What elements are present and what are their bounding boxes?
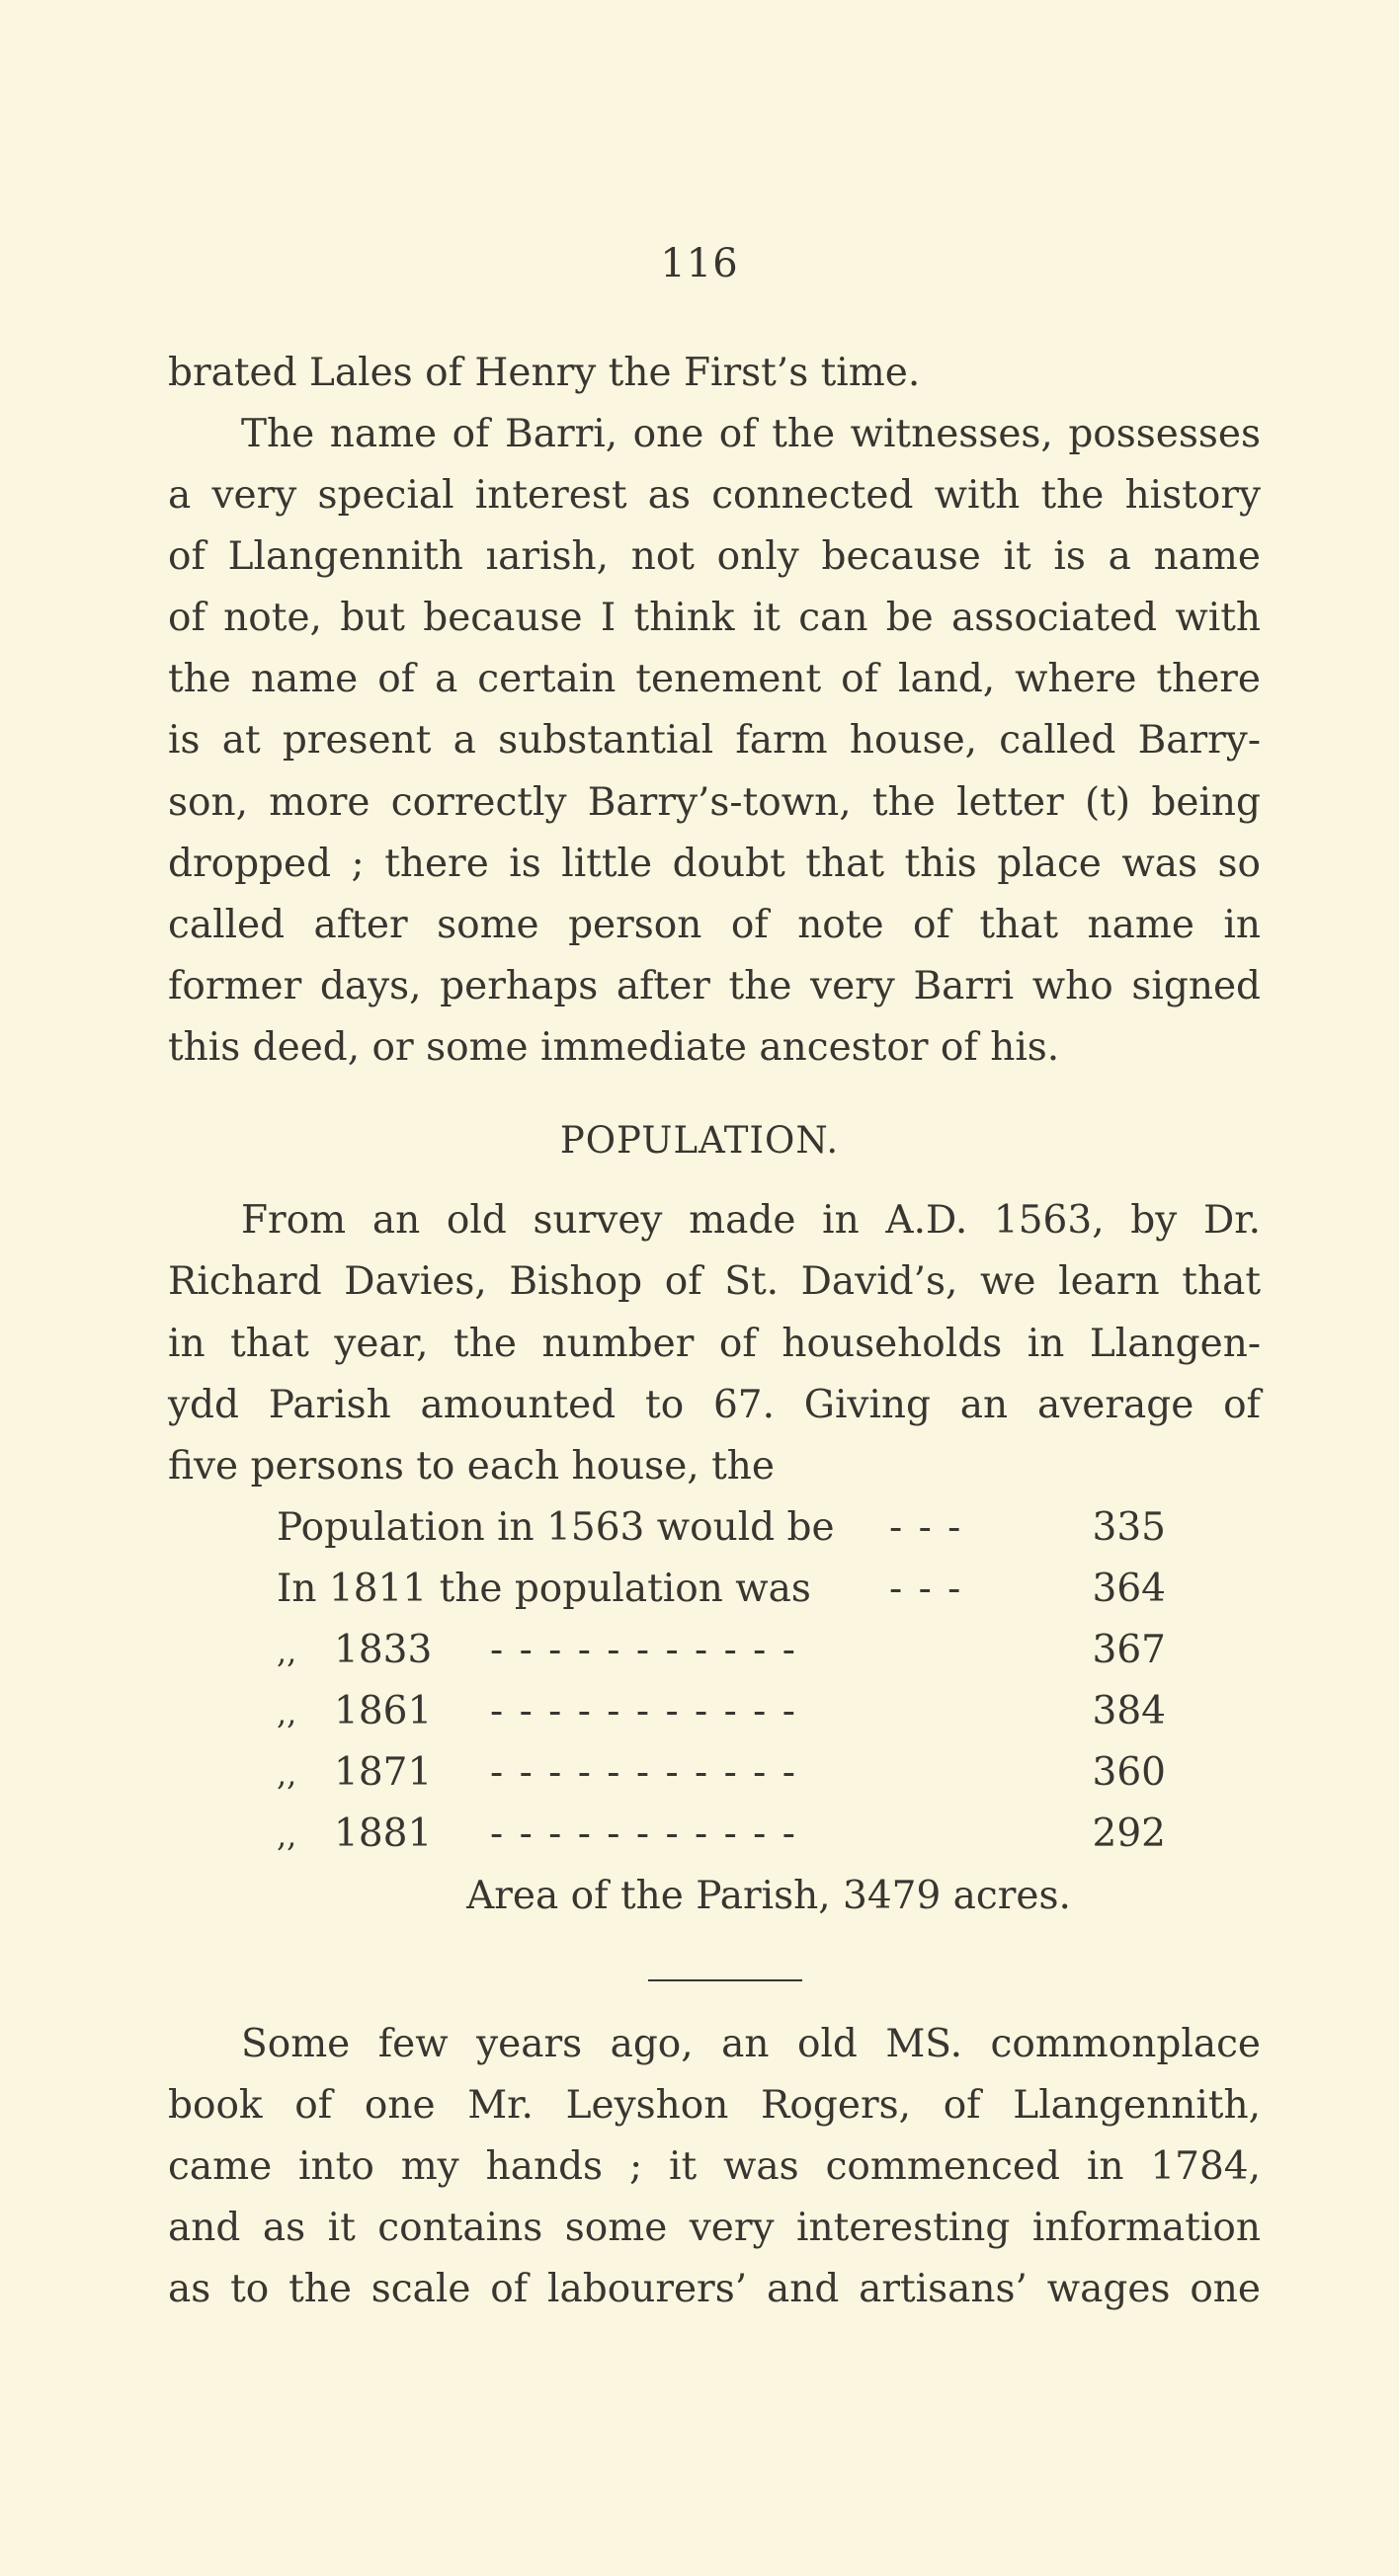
leader-dashes: - - - - - - - - - - - (490, 1811, 797, 1856)
section-divider (648, 1979, 802, 1981)
census-label: 1833 (334, 1628, 433, 1672)
text-line: of Llangennith ıarish, not only because it is a name (168, 534, 1261, 579)
census-value: 364 (1092, 1567, 1166, 1611)
section-heading: POPULATION. (559, 1119, 840, 1162)
census-row (277, 1688, 1166, 1735)
census-label: Population in 1563 would be (277, 1505, 835, 1550)
text-line: book of one Mr. Leyshon Rogers, of Llangennith, (168, 2083, 1261, 2128)
census-label: 1861 (334, 1689, 433, 1733)
text-line: five persons to each house, the (168, 1444, 775, 1489)
text-line: Some few years ago, an old MS. commonplace (241, 2022, 1261, 2066)
text-line: brated Lales of Henry the First’s time. (168, 351, 921, 395)
text-line: ydd Parish amounted to 67. Giving an average of (168, 1383, 1261, 1427)
page-number: 116 (660, 241, 739, 286)
leader-dashes: - - - (889, 1505, 963, 1550)
text-line: former days, perhaps after the very Barri who signed (168, 964, 1261, 1008)
ditto-mark: ,, (277, 1816, 297, 1854)
text-line: called after some person of note of that name in (168, 903, 1261, 947)
leader-dashes: - - - (889, 1567, 963, 1611)
text-line: the name of a certain tenement of land, where there (168, 657, 1261, 701)
parish-area: Area of the Parish, 3479 acres. (466, 1874, 1071, 1918)
census-value: 335 (1092, 1505, 1166, 1550)
text-line: as to the scale of labourers’ and artisans’ wages one (168, 2267, 1261, 2311)
census-row (277, 1504, 1166, 1552)
census-row (277, 1811, 1166, 1858)
census-value: 360 (1092, 1750, 1166, 1795)
text-line: of note, but because I think it can be associated with (168, 596, 1261, 640)
text-line: in that year, the number of households in Llangen- (168, 1322, 1261, 1366)
ditto-mark: ,, (277, 1633, 297, 1670)
census-value: 384 (1092, 1689, 1166, 1733)
text-line: Richard Davies, Bishop of St. David’s, we learn that (168, 1259, 1261, 1304)
census-value: 367 (1092, 1628, 1166, 1672)
text-line: son, more correctly Barry’s-town, the letter (t) being (168, 780, 1261, 825)
census-label: 1871 (334, 1750, 433, 1795)
census-label: 1881 (334, 1811, 433, 1856)
leader-dashes: - - - - - - - - - - - (490, 1689, 797, 1733)
text-line: dropped ; there is little doubt that this place was so (168, 842, 1261, 886)
census-label: In 1811 the population was (277, 1567, 811, 1611)
census-row (277, 1627, 1166, 1674)
text-line: a very special interest as connected with the history (168, 473, 1261, 518)
census-value: 292 (1092, 1811, 1166, 1856)
leader-dashes: - - - - - - - - - - - (490, 1750, 797, 1795)
leader-dashes: - - - - - - - - - - - (490, 1628, 797, 1672)
text-line: this deed, or some immediate ancestor of his. (168, 1025, 1060, 1070)
ditto-mark: ,, (277, 1694, 297, 1731)
census-row (277, 1749, 1166, 1797)
text-line: came into my hands ; it was commenced in 1784, (168, 2144, 1261, 2189)
text-line: From an old survey made in A.D. 1563, by Dr. (241, 1198, 1261, 1243)
text-line: and as it contains some very interesting information (168, 2206, 1261, 2250)
ditto-mark: ,, (277, 1755, 297, 1793)
text-line: The name of Barri, one of the witnesses, possesses (241, 412, 1261, 456)
census-row (277, 1566, 1166, 1613)
text-line: is at present a substantial farm house, called Barry- (168, 718, 1261, 763)
